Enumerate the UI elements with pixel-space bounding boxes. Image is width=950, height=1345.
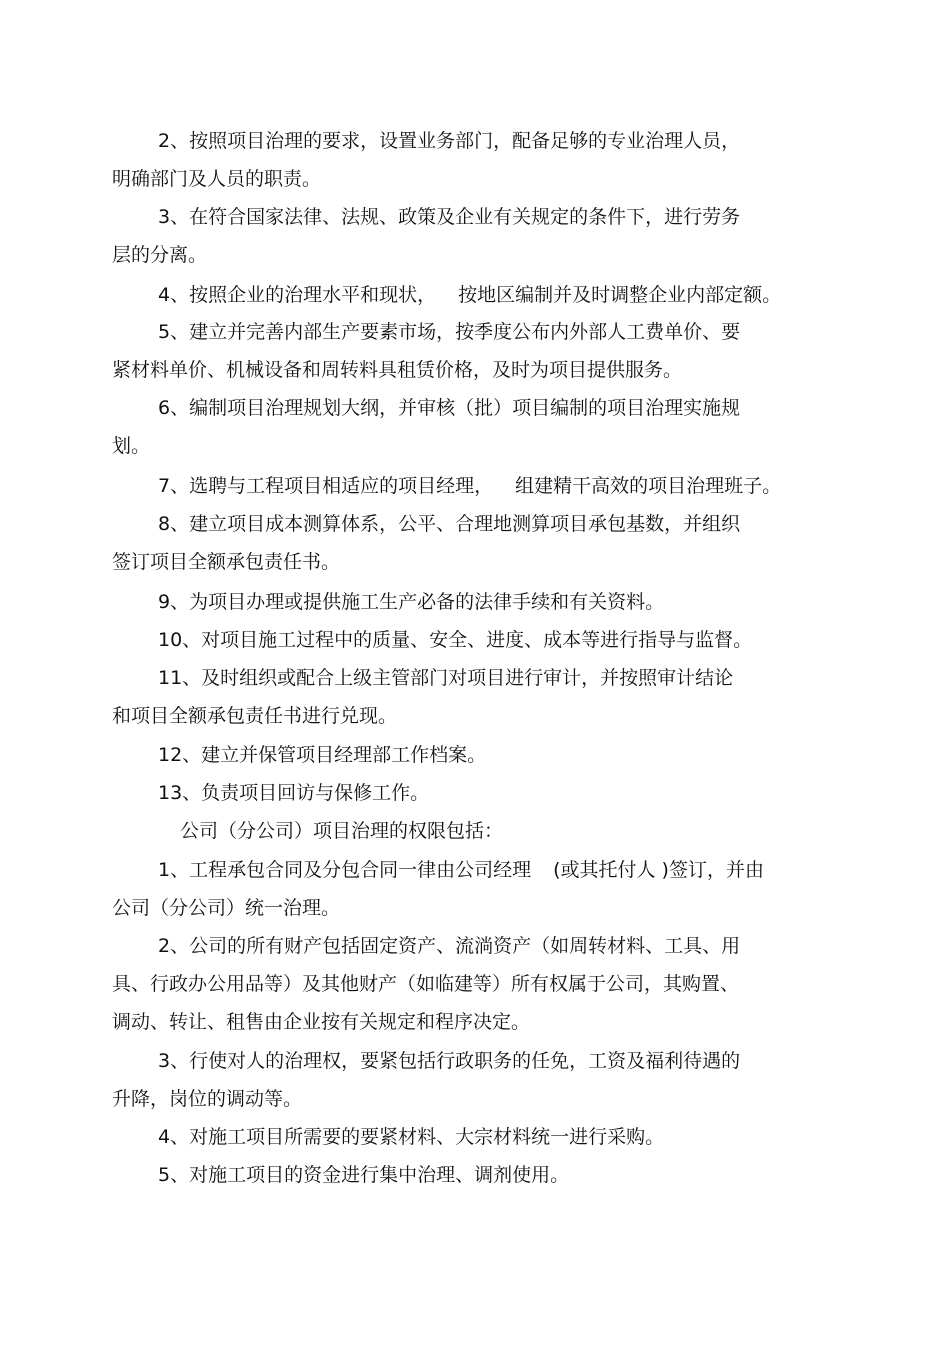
- paragraph-line: 2、公司的所有财产包括固定资产、流淌资产（如周转材料、工具、用: [158, 935, 741, 957]
- paragraph-line: 8、建立项目成本测算体系，公平、合理地测算项目承包基数，并组织: [158, 513, 741, 535]
- paragraph-line: 12、建立并保管项目经理部工作档案。: [158, 744, 487, 766]
- paragraph-line: 9、为项目办理或提供施工生产必备的法律手续和有关资料。: [158, 591, 665, 613]
- paragraph-segment: 按地区编制并及时调整企业内部定额。: [458, 284, 782, 306]
- paragraph-segment: 组建精干高效的项目治理班子。: [515, 475, 782, 497]
- paragraph-line: 签订项目全额承包责任书。: [112, 551, 341, 573]
- paragraph-segment: 1、工程承包合同及分包合同一律由公司经理: [158, 859, 532, 881]
- paragraph-segment: 7、选聘与工程项目相适应的项目经理，: [158, 475, 494, 497]
- section-subheading: 公司（分公司）项目治理的权限包括：: [180, 820, 504, 842]
- paragraph-segment: 4、按照企业的治理水平和现状，: [158, 284, 437, 306]
- paragraph-line: 11、及时组织或配合上级主管部门对项目进行审计，并按照审计结论: [158, 667, 734, 689]
- paragraph-line: 5、对施工项目的资金进行集中治理、调剂使用。: [158, 1164, 570, 1186]
- paragraph-line: 13、负责项目回访与保修工作。: [158, 782, 430, 804]
- paragraph-line: 5、建立并完善内部生产要素市场，按季度公布内外部人工费单价、要: [158, 321, 741, 343]
- paragraph-line: 和项目全额承包责任书进行兑现。: [112, 705, 398, 727]
- paragraph-line: [158, 855, 764, 885]
- paragraph-line: 3、在符合国家法律、法规、政策及企业有关规定的条件下，进行劳务: [158, 206, 741, 228]
- paragraph-line: [158, 280, 781, 310]
- paragraph-line: 紧材料单价、机械设备和周转料具租赁价格，及时为项目提供服务。: [112, 359, 683, 381]
- paragraph-line: 调动、转让、租售由企业按有关规定和程序决定。: [112, 1011, 531, 1033]
- paragraph-line: 3、行使对人的治理权，要紧包括行政职务的任免，工资及福利待遇的: [158, 1050, 741, 1072]
- paragraph-line: 2、按照项目治理的要求，设置业务部门，配备足够的专业治理人员，: [158, 130, 741, 152]
- paragraph-line: 10、对项目施工过程中的质量、安全、进度、成本等进行指导与监督。: [158, 629, 753, 651]
- paragraph-segment: (或其托付人 )签订，并由: [553, 859, 764, 881]
- paragraph-line: 划。: [112, 435, 151, 457]
- paragraph-line: 层的分离。: [112, 244, 208, 266]
- paragraph-line: 具、行政办公用品等）及其他财产（如临建等）所有权属于公司，其购置、: [112, 973, 740, 995]
- paragraph-line: 公司（分公司）统一治理。: [112, 897, 341, 919]
- paragraph-line: 明确部门及人员的职责。: [112, 168, 322, 190]
- paragraph-line: 升降，岗位的调动等。: [112, 1088, 303, 1110]
- paragraph-line: 6、编制项目治理规划大纲，并审核（批）项目编制的项目治理实施规: [158, 397, 741, 419]
- paragraph-line: [158, 471, 781, 501]
- paragraph-line: 4、对施工项目所需要的要紧材料、大宗材料统一进行采购。: [158, 1126, 665, 1148]
